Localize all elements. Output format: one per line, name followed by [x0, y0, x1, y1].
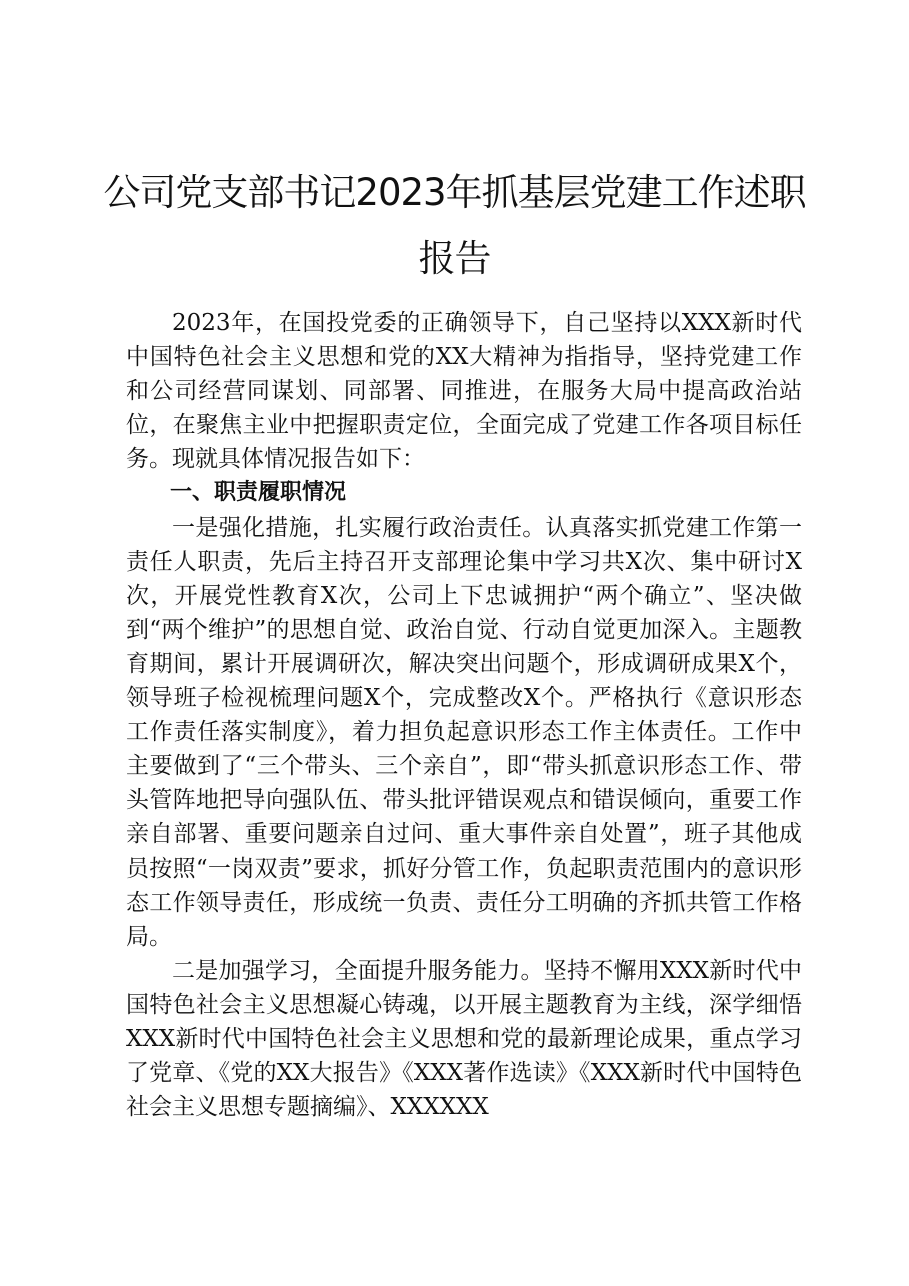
document-body [126, 306, 802, 1124]
intro-paragraph: 2023年，在国投党委的正确领导下，自己坚持以XXX新时代中国特色社会主义思想和党的XX大精神为指指导，坚持党建工作和公司经营同谋划、同部署、同推进，在服务大局中提高政治站位，在聚焦主业中把握职责定位，全面完成了党建工作各项目标任务。现就具体情况报告如下： [126, 310, 802, 473]
body-paragraph-2: 二是加强学习，全面提升服务能力。坚持不懈用XXX新时代中国特色社会主义思想凝心铸魂，以开展主题教育为主线，深学细悟XXX新时代中国特色社会主义思想和党的最新理论成果，重点学习了党章、《党的XX大报告》《XXX著作选读》《XXX新时代中国特色社会主义思想专题摘编》、XXXXXX [126, 957, 802, 1121]
body-paragraph-1: 一是强化措施，扎实履行政治责任。认真落实抓党建工作第一责任人职责，先后主持召开支部理论集中学习共X次、集中研讨X次，开展党性教育X次，公司上下忠诚拥护“两个确立”、坚决做到“两个维护”的思想自觉、政治自觉、行动自觉更加深入。主题教育期间，累计开展调研次，解决突出问题个，形成调研成果X个，领导班子检视梳理问题X个，完成整改X个。严格执行《意识形态工作责任落实制度》，着力担负起意识形态工作主体责任。工作中主要做到了“三个带头、三个亲自”，即“带头抓意识形态工作、带头管阵地把导向强队伍、带头批评错误观点和错误倾向，重要工作亲自部署、重要问题亲自过问、重大事件亲自处置”，班子其他成员按照“一岗双责”要求，抓好分管工作，负起职责范围内的意识形态工作领导责任，形成统一负责、责任分工明确的齐抓共管工作格局。 [126, 514, 802, 950]
section-heading: 一、职责履职情况 [170, 480, 347, 506]
document-title-line-2: 报告 [418, 237, 491, 280]
document-title-line-1: 公司党支部书记2023年抓基层党建工作述职 [103, 171, 806, 214]
